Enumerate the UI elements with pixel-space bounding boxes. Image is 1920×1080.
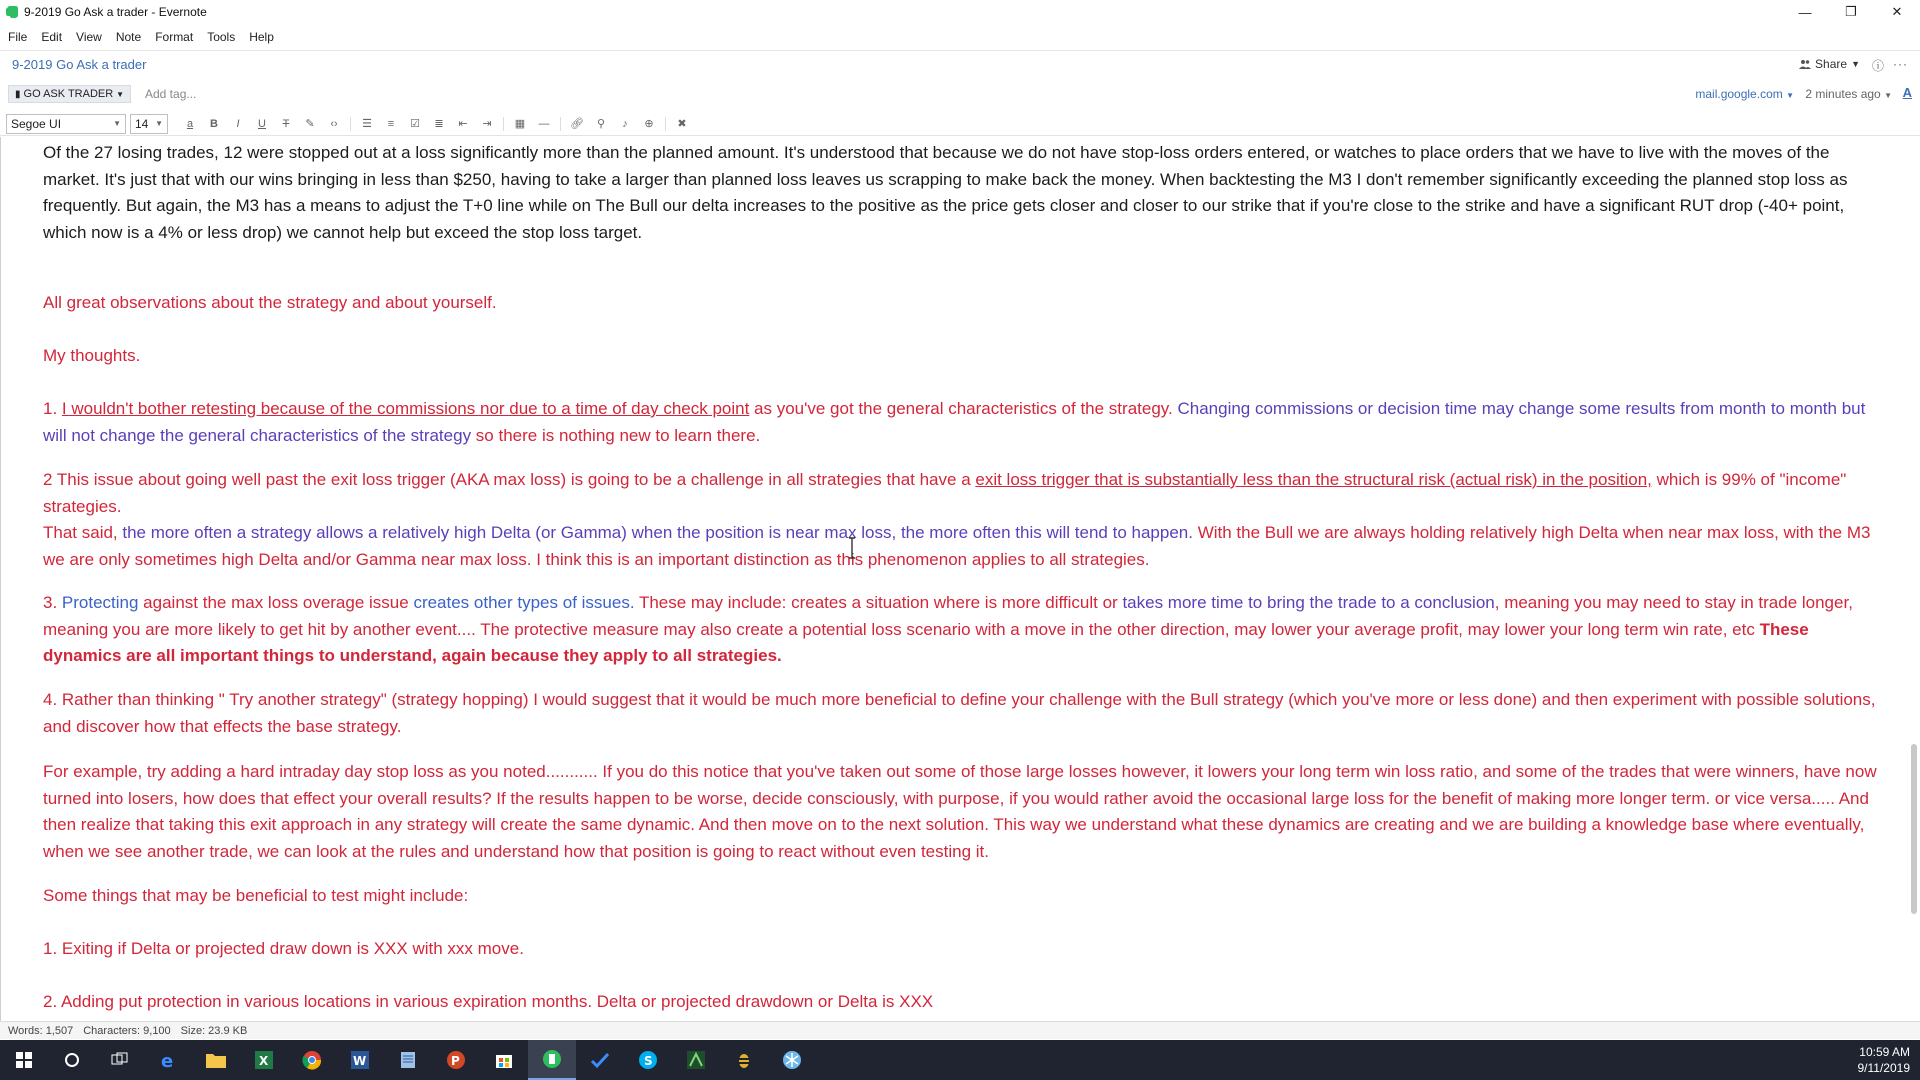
modified-time[interactable]: [1805, 87, 1892, 101]
text-cursor-icon: [847, 537, 857, 559]
paragraph-3: My thoughts.: [43, 346, 141, 365]
p6-part-f: takes more time to bring the trade to a conclusion: [1122, 593, 1495, 612]
paragraph-4: [43, 396, 1883, 449]
windows-start-icon[interactable]: [0, 1040, 48, 1080]
title-bar: [0, 0, 1920, 24]
p4-part-a: 1.: [43, 399, 62, 418]
toolbar-divider: [665, 117, 666, 131]
align-icon[interactable]: ≣: [434, 118, 444, 130]
excel-icon[interactable]: [240, 1040, 288, 1080]
p4-part-b: I wouldn't bother retesting because of the commissions nor due to a time of day check point: [61, 399, 750, 418]
windows-taskbar: [0, 1040, 1920, 1080]
close-button[interactable]: ✕: [1891, 4, 1903, 19]
note-size: Size: 23.9 KB: [180, 1024, 248, 1037]
p6-part-c: against the max loss overage issue: [138, 593, 414, 612]
p5-part-a: 2 This issue about going well past the exit loss trigger (AKA max loss) is going to be a challenge in all strategies that have a: [43, 470, 976, 489]
svg-text:W: W: [353, 1054, 367, 1068]
snowflake-app-icon[interactable]: [768, 1040, 816, 1080]
modified-label: 2 minutes ago: [1805, 87, 1881, 101]
p6-part-h: These dynamics are all important things to understand, again because they apply to all strategies.: [43, 619, 1809, 665]
p6-part-d: creates other types of issues.: [413, 593, 635, 612]
indent-icon[interactable]: ⇥: [482, 118, 492, 130]
evernote-taskbar-icon[interactable]: [528, 1040, 576, 1080]
p5-part-c: which is 99% of "income" strategies.: [43, 470, 1847, 516]
highlight-icon[interactable]: ✎: [305, 118, 315, 130]
word-icon[interactable]: [336, 1040, 384, 1080]
p4-part-c: as you've got the general characteristics of the strategy.: [749, 399, 1178, 418]
store-icon[interactable]: [480, 1040, 528, 1080]
scrollbar-thumb[interactable]: [1911, 744, 1917, 914]
toolbar-divider: [350, 117, 351, 131]
paragraph-5: [43, 467, 1883, 573]
p6-part-a: 3.: [43, 593, 62, 612]
evernote-logo-icon: [6, 5, 18, 19]
link-icon[interactable]: 🔗︎: [570, 118, 584, 130]
status-bar: [0, 1021, 1920, 1039]
svg-text:S: S: [644, 1054, 653, 1068]
svg-text:e: e: [161, 1051, 174, 1070]
info-icon[interactable]: ⓘ: [1871, 59, 1884, 73]
cortana-icon[interactable]: [48, 1040, 96, 1080]
minimize-button[interactable]: —: [1798, 4, 1812, 20]
italic-icon[interactable]: I: [236, 117, 240, 130]
paragraph-2: All great observations about the strategy and about yourself.: [43, 293, 497, 312]
menu-file[interactable]: File: [8, 30, 28, 44]
share-button[interactable]: [1799, 57, 1860, 71]
add-tag-input[interactable]: Add tag...: [145, 87, 197, 101]
svg-text:P: P: [451, 1054, 460, 1068]
clock-date: 9/11/2019: [1857, 1061, 1910, 1075]
checkbox-icon[interactable]: ☑: [410, 118, 420, 130]
font-size-value: 14: [135, 116, 149, 131]
skype-icon[interactable]: [624, 1040, 672, 1080]
notebook-selector[interactable]: [8, 85, 131, 103]
bold-icon[interactable]: B: [210, 117, 218, 130]
font-family-select[interactable]: [6, 114, 126, 134]
code-icon[interactable]: ‹›: [330, 117, 338, 130]
underline-icon[interactable]: U: [258, 117, 266, 130]
font-size-select[interactable]: [130, 114, 168, 134]
note-breadcrumb[interactable]: 9-2019 Go Ask a trader: [12, 57, 147, 72]
paragraph-1: Of the 27 losing trades, 12 were stopped out at a loss significantly more than the planned amount. It's understood that because we do not have stop-loss orders entered, or watches to place orders that we have to live with the moves of the market. It's just that with our wins bringing in less than $250, having to take a larger than planned loss leaves us scrapping to make back the money. When backtesting the M3 I don't remember significantly exceeding the planned stop loss as frequently. But again, the M3 has a means to adjust the T+0 line while on The Bull our delta increases to the positive as the price gets closer and closer to our strike that if you're close to the strike and have a significant RUT drop (-40+ point, which now is a 4% or less drop) we cannot help but exceed the stop loss target.: [43, 143, 1848, 242]
paragraph-11: 2. Adding put protection in various locations in various expiration months. Delta or projected drawdown or Delta is XXX: [43, 992, 934, 1011]
attachment-icon[interactable]: ⚲: [596, 118, 606, 130]
menu-edit[interactable]: Edit: [41, 30, 63, 44]
menu-help[interactable]: Help: [249, 30, 274, 44]
p4-part-e: so there is nothing new to learn there.: [471, 425, 761, 445]
menu-format[interactable]: Format: [155, 30, 194, 44]
bee-app-icon[interactable]: [720, 1040, 768, 1080]
svg-text:X: X: [259, 1054, 269, 1068]
source-url: mail.google.com: [1695, 87, 1783, 101]
green-app-icon[interactable]: [672, 1040, 720, 1080]
menu-view[interactable]: View: [76, 30, 102, 44]
encrypt-icon[interactable]: ⊕: [644, 118, 654, 130]
chevron-down-icon: ▼: [1786, 91, 1794, 100]
powerpoint-icon[interactable]: [432, 1040, 480, 1080]
notebook-name: GO ASK TRADER: [23, 88, 114, 100]
audio-icon[interactable]: ♪: [622, 117, 628, 130]
chevron-down-icon: ▼: [116, 89, 125, 99]
more-options-icon[interactable]: ···: [1893, 57, 1908, 71]
p5-part-b: exit loss trigger that is substantially less than the structural risk (actual risk) in the position,: [975, 470, 1652, 489]
paragraph-6: [43, 590, 1883, 670]
text-format-icon[interactable]: A: [1902, 85, 1912, 100]
file-explorer-icon[interactable]: [192, 1040, 240, 1080]
chevron-down-icon: ▼: [1851, 59, 1860, 69]
note-editor[interactable]: [0, 137, 1905, 1021]
outdent-icon[interactable]: ⇤: [458, 118, 468, 130]
people-icon: [1799, 59, 1811, 69]
task-view-icon[interactable]: [96, 1040, 144, 1080]
paragraph-8: For example, try adding a hard intraday day stop loss as you noted........... If you do this notice that you've taken out some of those large losses however, it lowers your long term win loss ratio, and some of the trades that were winners, have now turned into losers, how does that effect your overall results? If the results happen to be worse, decide consciously, with purpose, if you would rather avoid the occasional large loss for the benefit of making more longer term. or vice versa..... And then realize that taking this exit approach in any strategy will create the same dynamic. And then move on to the next solution. This way we understand what these dynamics are creating and we are building a knowledge base where eventually, when we see another trade, we can look at the rules and understand how that position is going to react without even testing it.: [43, 762, 1877, 861]
clock-time: 10:59 AM: [1859, 1045, 1910, 1059]
character-count: Characters: 9,100: [83, 1024, 171, 1037]
restore-button[interactable]: ❐: [1845, 4, 1857, 19]
text-color-icon[interactable]: a: [186, 117, 194, 130]
menu-bar: [0, 26, 288, 48]
notebook-icon: ▮: [15, 88, 21, 100]
font-family-value: Segoe UI: [11, 116, 62, 131]
paragraph-9: Some things that may be beneficial to test might include:: [43, 886, 469, 905]
todo-icon[interactable]: [576, 1040, 624, 1080]
window-title: 9-2019 Go Ask a trader - Evernote: [24, 5, 207, 19]
notepad-icon[interactable]: [384, 1040, 432, 1080]
p4-part-d: Changing commissions or decision time may change some results from month to month but will not change the general characteristics of the strategy: [43, 399, 1866, 445]
numbered-list-icon[interactable]: ≡: [387, 117, 395, 130]
word-count: Words: 1,507: [8, 1024, 74, 1037]
format-toolbar: [0, 112, 1920, 136]
menu-tools[interactable]: Tools: [207, 30, 236, 44]
taskbar-clock[interactable]: [1858, 1044, 1911, 1076]
source-url-link[interactable]: [1695, 87, 1794, 101]
p5-part-e: the more often a strategy allows a relatively high Delta (or Gamma) when the position is near max loss, the more often this will tend to happen.: [122, 523, 1193, 542]
clear-format-icon[interactable]: ✖: [677, 118, 687, 130]
vertical-scrollbar[interactable]: [1905, 137, 1920, 1021]
share-label: Share: [1815, 57, 1848, 71]
toolbar-divider: [560, 117, 561, 131]
strikethrough-icon[interactable]: T: [282, 117, 290, 130]
paragraph-10: 1. Exiting if Delta or projected draw down is XXX with xxx move.: [43, 939, 524, 958]
menu-note[interactable]: Note: [115, 30, 142, 44]
edge-icon[interactable]: [144, 1040, 192, 1080]
toolbar-divider: [503, 117, 504, 131]
p6-part-g: , meaning you may need to stay in trade longer, meaning you are more likely to get hit by another event.... The protective measure may also create a potential loss scenario with a move in the other direction, may lower your average profit, may lower your long term win rate, etc: [43, 593, 1853, 639]
chevron-down-icon: ▼: [1884, 91, 1892, 100]
paragraph-7: 4. Rather than thinking " Try another strategy" (strategy hopping) I would suggest that it would be much more beneficial to define your challenge with the Bull strategy (which you've more or less done) and then experiment with possible solutions, and discover how that effects the base strategy.: [43, 690, 1876, 736]
table-icon[interactable]: ▦: [514, 118, 526, 130]
horizontal-rule-icon[interactable]: —: [538, 117, 550, 130]
p5-part-d: That said,: [43, 523, 123, 542]
p5-part-f: With the Bull we are always holding relatively high Delta when near max loss, with the M3 we are only sometimes high Delta and/or Gamma near max loss. I think this is an important distinction as this phenomenon applies to all strategies.: [43, 523, 1871, 569]
chevron-down-icon: ▼: [113, 119, 121, 128]
p6-part-b: Protecting: [61, 593, 139, 612]
p6-part-e: These may include: creates a situation where is more difficult or: [634, 593, 1123, 612]
chevron-down-icon: ▼: [155, 119, 163, 128]
bullet-list-icon[interactable]: ☰: [362, 118, 372, 130]
chrome-icon[interactable]: [288, 1040, 336, 1080]
